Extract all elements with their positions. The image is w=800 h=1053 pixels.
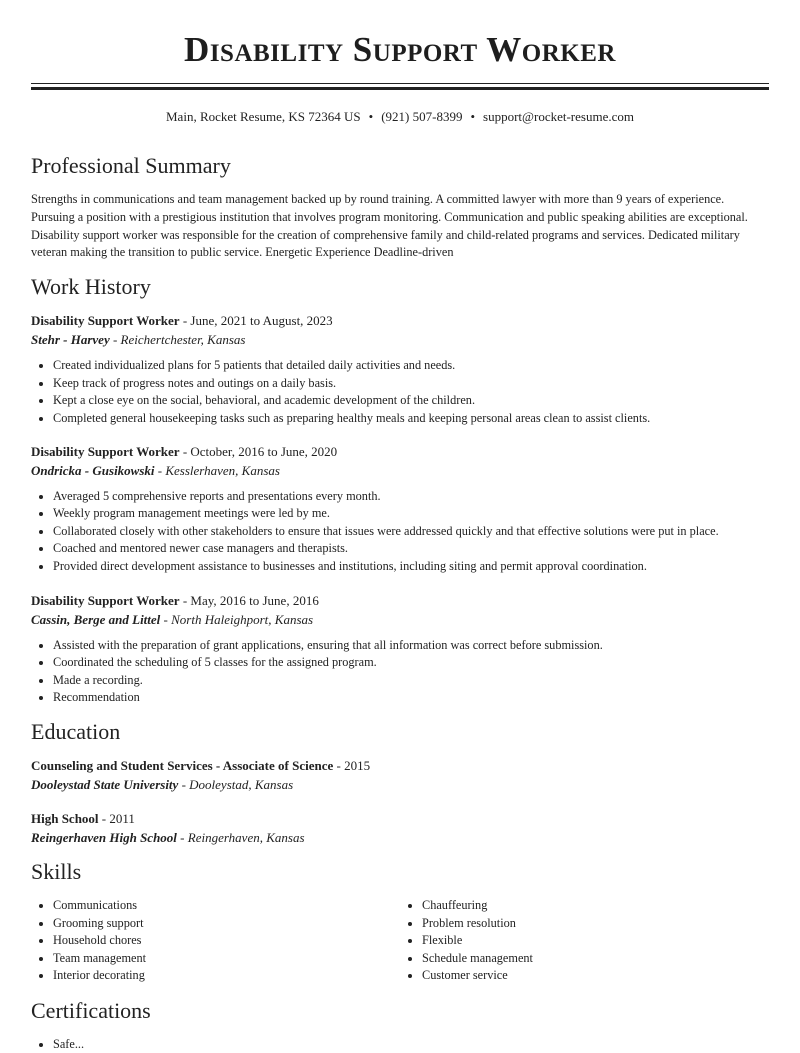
list-item: • Assisted with the preparation of grant applications, ensuring that all information was correct before submission.	[53, 637, 769, 655]
skills-heading: Skills	[31, 858, 82, 884]
job-dates: - October, 2016 to June, 2020	[179, 443, 338, 459]
contact-email[interactable]: support@rocket-resume.com	[483, 109, 634, 124]
degree-line	[31, 810, 769, 828]
list-item: • Created individualized plans for 5 patients that detailed daily activities and needs.	[53, 357, 769, 375]
job-title: Disability Support Worker	[31, 592, 180, 608]
graduation-year: - 2015	[333, 757, 371, 773]
job-title: Disability Support Worker	[31, 443, 180, 459]
list-item: • Weekly program management meetings were led by me.	[53, 505, 769, 523]
contact-separator: •	[470, 109, 476, 124]
education-entry	[31, 757, 769, 794]
skill-item: • Schedule management	[422, 950, 769, 968]
skill-item: • Customer service	[422, 967, 769, 985]
list-item: • Averaged 5 comprehensive reports and presentations every month.	[53, 488, 769, 506]
list-item: • Provided direct development assistance to businesses and institutions, including siting and permit approval coordination.	[53, 558, 769, 576]
job-bullets	[31, 357, 769, 427]
job-title: Disability Support Worker	[31, 313, 180, 329]
degree: High School	[31, 810, 99, 826]
skill-item: • Interior decorating	[53, 967, 400, 985]
employer-line	[31, 611, 769, 629]
contact-line	[31, 108, 769, 125]
job-bullets	[31, 488, 769, 576]
job-entry	[31, 312, 769, 427]
list-item: • Coached and mentored newer case managers and therapists.	[53, 540, 769, 558]
employer-line	[31, 331, 769, 349]
skill-item: • Flexible	[422, 932, 769, 950]
certifications-heading: Certifications	[31, 997, 151, 1023]
education-entry	[31, 810, 769, 847]
school-name: Dooleystad State University	[31, 776, 179, 792]
candidate-name: Disability Support Worker	[184, 30, 616, 69]
job-bullets	[31, 637, 769, 707]
skills-list-left	[31, 897, 400, 985]
list-item: • Completed general housekeeping tasks such as preparing healthy meals and keeping personal areas clean to assist clients.	[53, 410, 769, 428]
skill-item: • Household chores	[53, 932, 400, 950]
degree-line	[31, 757, 769, 775]
contact-separator: •	[368, 109, 374, 124]
summary-heading: Professional Summary	[31, 153, 231, 178]
school-line	[31, 776, 769, 794]
summary-text: Strengths in communications and team management backed up by round training. A committed lawyer with more than 9 years of experience. Pursuing a position with a prestigious institution that involves program monitoring. Communication and public speaking abilities are exceptional. Disability support worker was responsible for the creation of comprehensive family and child-related programs and services. Dedicated military veteran making the transition to public service. Energetic Experience Deadline-driven	[31, 192, 748, 260]
skills-list-right	[400, 897, 769, 985]
work-history-heading: Work History	[31, 274, 151, 300]
list-item: • Recommendation	[53, 689, 769, 707]
job-title-line	[31, 443, 769, 461]
list-item: • Collaborated closely with other stakeholders to ensure that issues were addressed quickly and that effective solutions were put in place.	[53, 523, 769, 541]
header-divider-thick	[31, 87, 769, 90]
job-dates: - May, 2016 to June, 2016	[179, 592, 319, 608]
skill-item: • Team management	[53, 950, 400, 968]
list-item: • Coordinated the scheduling of 5 classes for the assigned program.	[53, 654, 769, 672]
school-name: Reingerhaven High School	[31, 829, 177, 845]
school-location: - Reingerhaven, Kansas	[176, 829, 305, 845]
skill-item: • Chauffeuring	[422, 897, 769, 915]
degree: Counseling and Student Services - Associate of Science	[31, 757, 334, 773]
employer-location: - North Haleighport, Kansas	[160, 611, 314, 627]
job-title-line	[31, 312, 769, 330]
job-entry	[31, 592, 769, 707]
job-entry	[31, 443, 769, 576]
list-item: • Keep track of progress notes and outings on a daily basis.	[53, 375, 769, 393]
certifications-list	[31, 1036, 769, 1053]
contact-address: Main, Rocket Resume, KS 72364 US	[166, 109, 361, 124]
employer-location: - Reichertchester, Kansas	[109, 332, 246, 348]
header-divider-thin	[31, 83, 769, 84]
skill-item: • Grooming support	[53, 915, 400, 933]
employer-name: Cassin, Berge and Littel	[31, 611, 161, 627]
certification-item: • Safe...	[53, 1036, 769, 1053]
employer-line	[31, 462, 769, 480]
skill-item: • Problem resolution	[422, 915, 769, 933]
employer-location: - Kesslerhaven, Kansas	[154, 462, 280, 478]
job-dates: - June, 2021 to August, 2023	[179, 313, 333, 329]
graduation-year: - 2011	[98, 810, 135, 826]
school-location: - Dooleystad, Kansas	[178, 776, 294, 792]
list-item: • Made a recording.	[53, 672, 769, 690]
employer-name: Ondricka - Gusikowski	[31, 462, 155, 478]
job-title-line	[31, 592, 769, 610]
contact-phone: (921) 507-8399	[381, 109, 463, 124]
skill-item: • Communications	[53, 897, 400, 915]
school-line	[31, 829, 769, 847]
education-heading: Education	[31, 718, 121, 744]
employer-name: Stehr - Harvey	[31, 332, 110, 348]
list-item: • Kept a close eye on the social, behavioral, and academic development of the children.	[53, 392, 769, 410]
skills-columns	[31, 897, 769, 985]
